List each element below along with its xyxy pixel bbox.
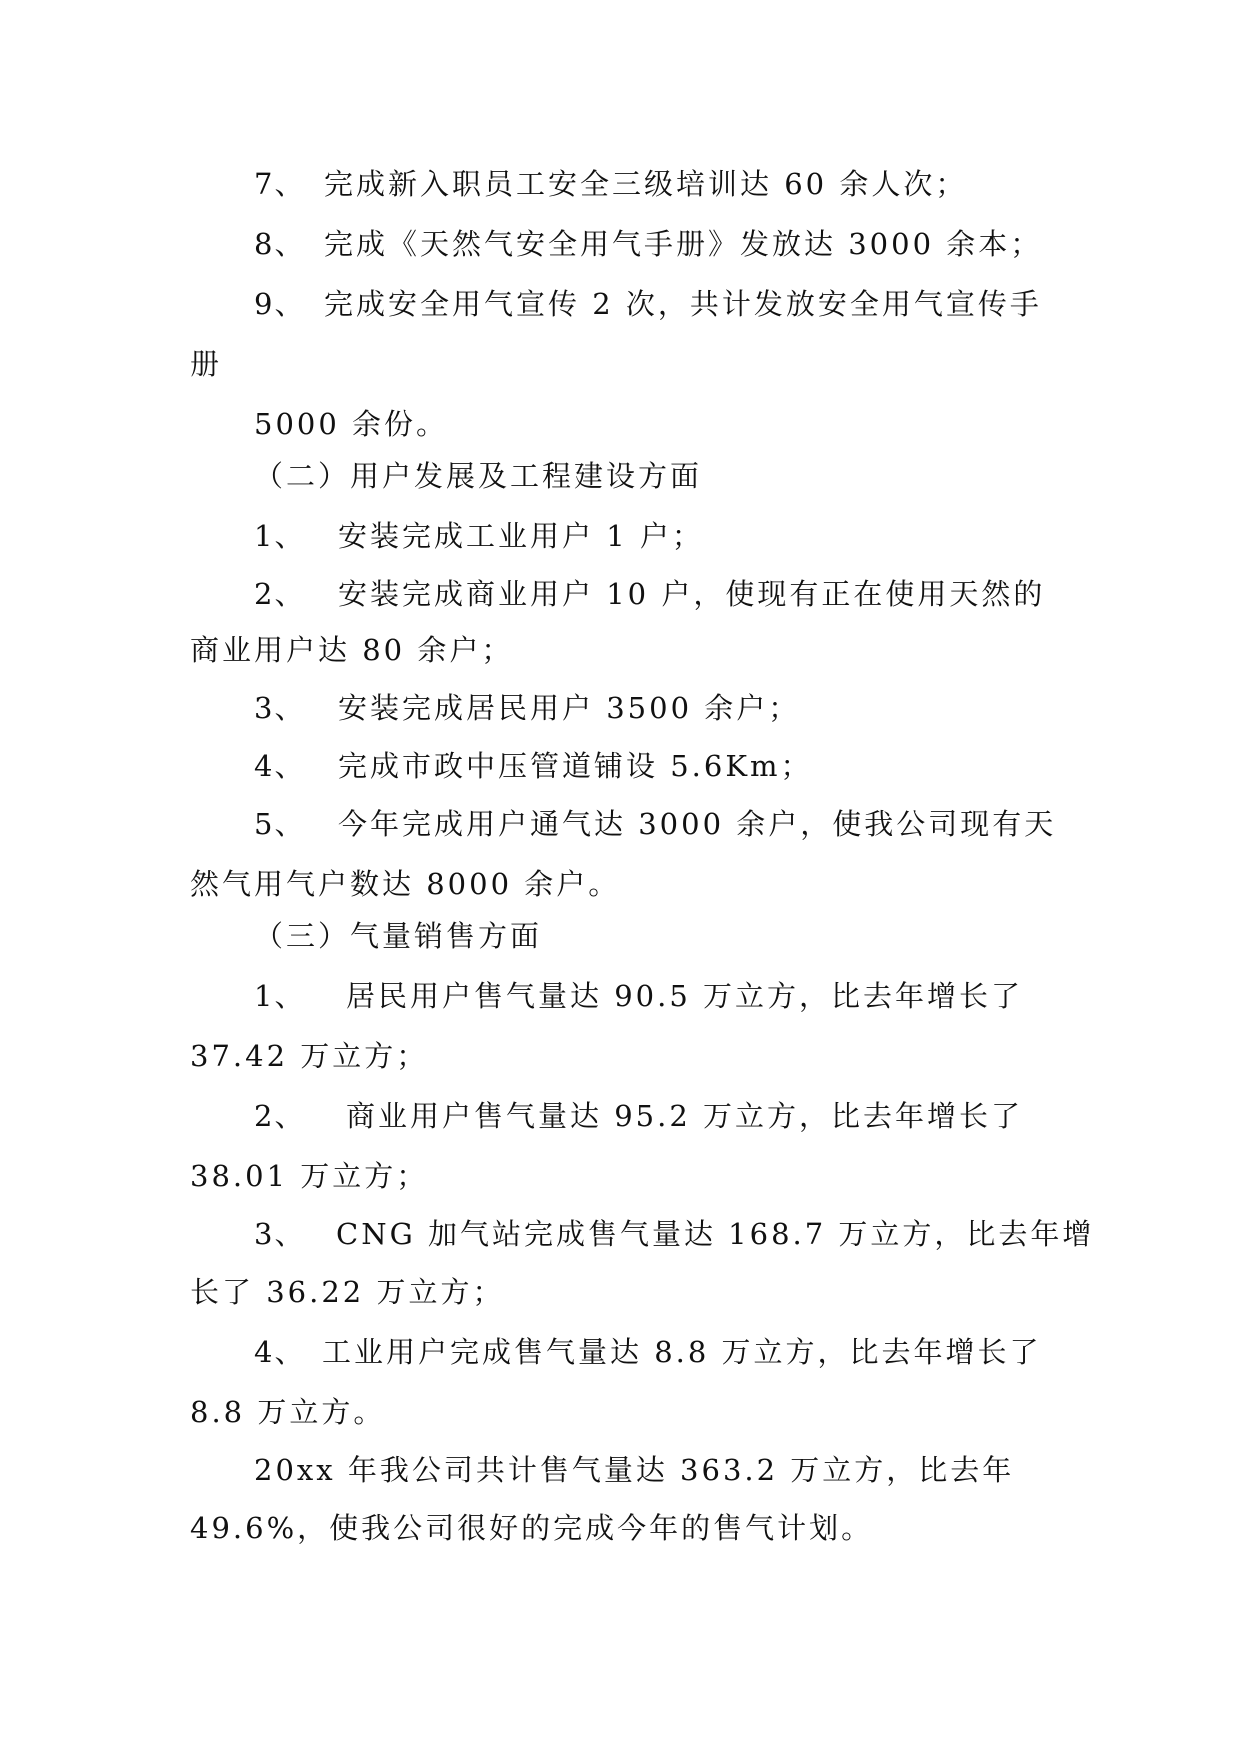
item-number: 5、 <box>254 807 306 841</box>
item-number: 8、 <box>254 227 306 261</box>
list-item-continuation: 然气用气户数达 8000 余户。 <box>190 867 621 901</box>
list-item-text: 完成安全用气宣传 2 次，共计发放安全用气宣传手 <box>324 287 1042 321</box>
list-item-text: 完成市政中压管道铺设 5.6Km； <box>338 749 813 783</box>
item-number: 9、 <box>254 287 306 321</box>
list-item-continuation: 册 <box>190 347 223 381</box>
list-item-text: 安装完成商业用户 10 户，使现有正在使用天然的 <box>338 577 1046 611</box>
item-number: 2、 <box>254 1099 306 1133</box>
list-item-continuation: 38.01 万立方； <box>190 1159 429 1193</box>
list-item-text: 工业用户完成售气量达 8.8 万立方，比去年增长了 <box>322 1335 1042 1369</box>
item-number: 3、 <box>254 691 306 725</box>
section-heading: （二）用户发展及工程建设方面 <box>254 459 703 493</box>
list-item-continuation: 5000 余份。 <box>254 407 449 441</box>
summary-paragraph-line: 20xx 年我公司共计售气量达 363.2 万立方，比去年 <box>254 1453 1015 1487</box>
list-item-text: 今年完成用户通气达 3000 余户，使我公司现有天 <box>338 807 1057 841</box>
list-item-continuation: 商业用户达 80 余户； <box>190 633 514 667</box>
list-item-text: 完成新入职员工安全三级培训达 60 余人次； <box>324 167 968 201</box>
item-number: 4、 <box>254 749 306 783</box>
list-item-text: 安装完成工业用户 1 户； <box>338 519 704 553</box>
item-number: 4、 <box>254 1335 306 1369</box>
list-item-text: 安装完成居民用户 3500 余户； <box>338 691 801 725</box>
summary-paragraph-line: 49.6%，使我公司很好的完成今年的售气计划。 <box>190 1511 874 1545</box>
item-number: 1、 <box>254 519 306 553</box>
list-item-text: 完成《天然气安全用气手册》发放达 3000 余本； <box>324 227 1043 261</box>
list-item-continuation: 37.42 万立方； <box>190 1039 429 1073</box>
list-item-continuation: 8.8 万立方。 <box>190 1395 386 1429</box>
item-number: 7、 <box>254 167 306 201</box>
item-number: 2、 <box>254 577 306 611</box>
section-heading: （三）气量销售方面 <box>254 919 543 953</box>
list-item-continuation: 长了 36.22 万立方； <box>190 1275 505 1309</box>
list-item-text: CNG 加气站完成售气量达 168.7 万立方，比去年增 <box>336 1217 1095 1251</box>
list-item-text: 居民用户售气量达 90.5 万立方，比去年增长了 <box>346 979 1024 1013</box>
item-number: 3、 <box>254 1217 306 1251</box>
item-number: 1、 <box>254 979 306 1013</box>
list-item-text: 商业用户售气量达 95.2 万立方，比去年增长了 <box>346 1099 1024 1133</box>
